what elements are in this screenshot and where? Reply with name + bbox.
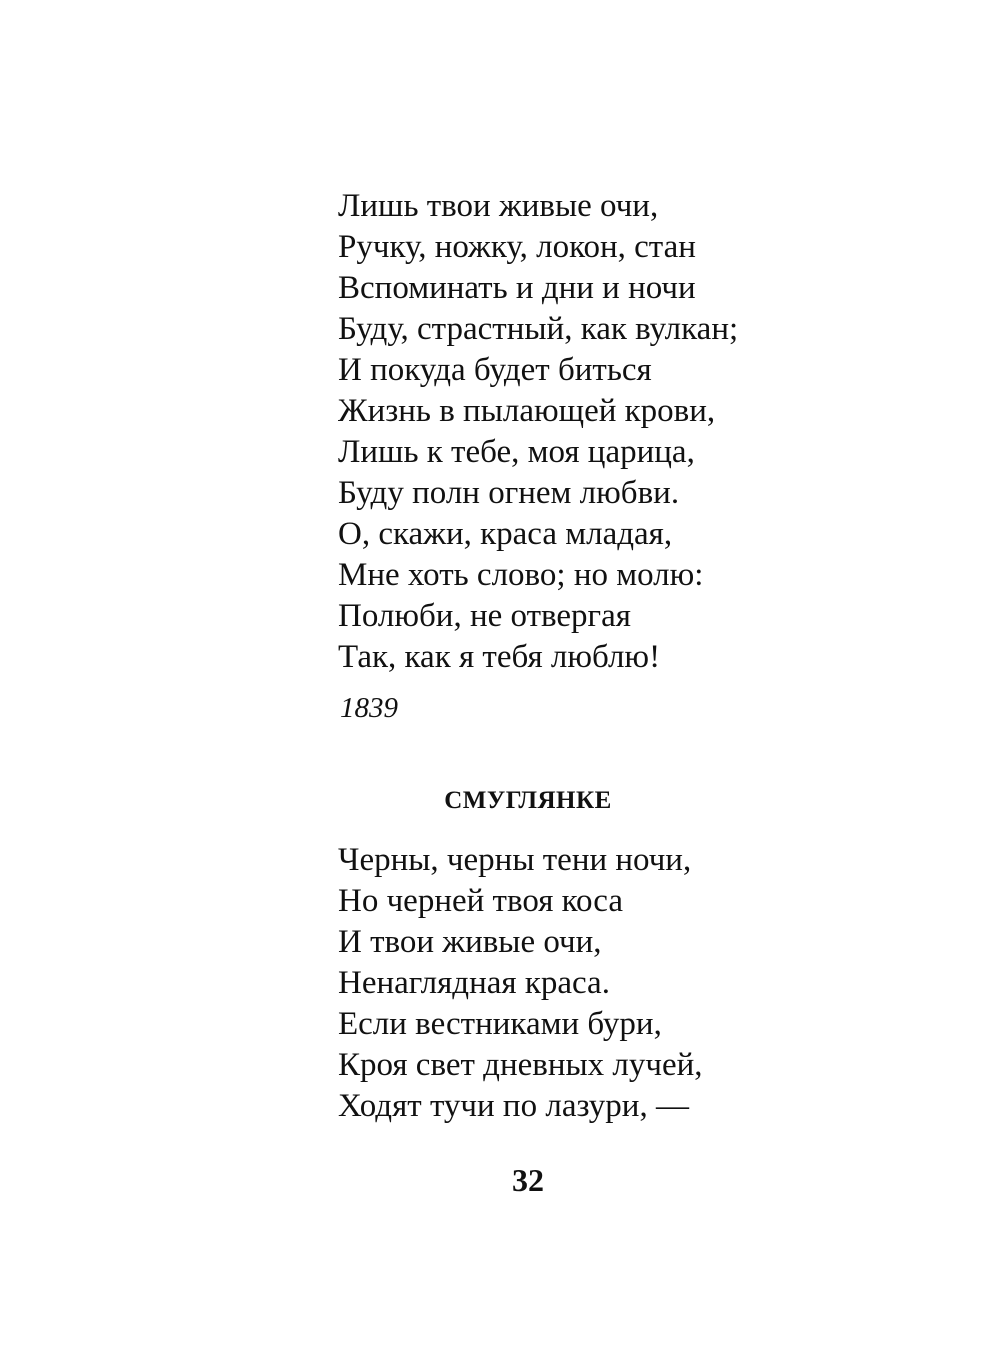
poem-line: Ненаглядная краса. bbox=[338, 965, 610, 1001]
poem-line: Жизнь в пылающей крови, bbox=[338, 393, 716, 429]
poem-text-next bbox=[338, 840, 703, 1127]
page-number: 32 bbox=[512, 1162, 544, 1198]
poem-line: Так, как я тебя люблю! bbox=[338, 639, 661, 675]
poem-title: СМУГЛЯНКЕ bbox=[444, 787, 612, 814]
poem-line: Кроя свет дневных лучей, bbox=[338, 1047, 703, 1083]
poem-line: И твои живые очи, bbox=[338, 924, 602, 960]
poem-line: О, скажи, краса младая, bbox=[338, 516, 673, 552]
poem-line: Полюби, не отвергая bbox=[338, 598, 631, 634]
poem-line: Буду полн огнем любви. bbox=[338, 475, 680, 511]
poem-line: Но черней твоя коса bbox=[338, 883, 623, 919]
poem-line: Если вестниками бури, bbox=[338, 1006, 662, 1042]
poem-line: Мне хоть слово; но молю: bbox=[338, 557, 704, 593]
poem-date: 1839 bbox=[340, 692, 398, 724]
poem-line: Ходят тучи по лазури, — bbox=[338, 1088, 689, 1124]
poem-line: Лишь к тебе, моя царица, bbox=[338, 434, 695, 470]
poem-line: Ручку, ножку, локон, стан bbox=[338, 229, 696, 265]
poem-line: И покуда будет биться bbox=[338, 352, 652, 388]
poem-line: Лишь твои живые очи, bbox=[338, 188, 659, 224]
poem-text-previous bbox=[338, 186, 738, 678]
poem-line: Вспоминать и дни и ночи bbox=[338, 270, 696, 306]
poem-line: Буду, страстный, как вулкан; bbox=[338, 311, 739, 347]
poem-line: Черны, черны тени ночи, bbox=[338, 842, 692, 878]
